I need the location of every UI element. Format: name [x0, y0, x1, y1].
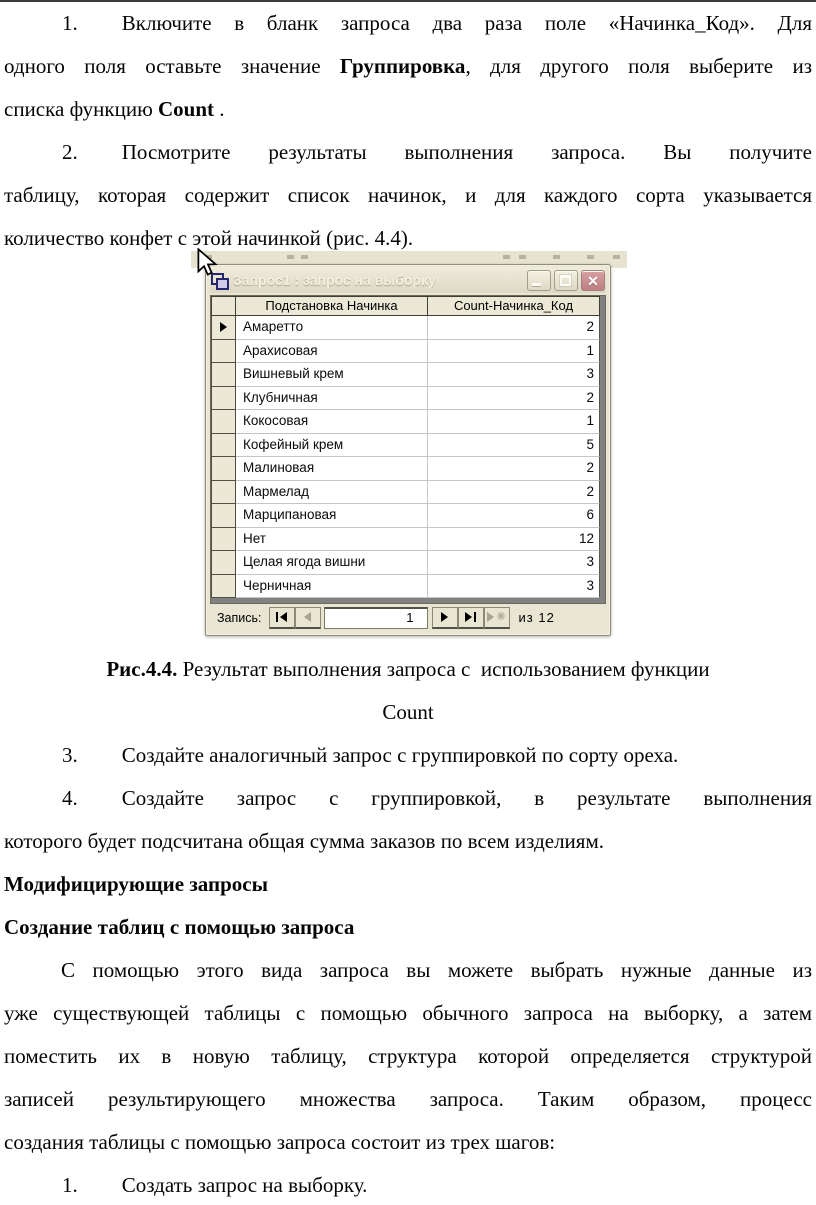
cell-count-value[interactable]: 2	[428, 387, 600, 411]
row-selector[interactable]	[211, 504, 236, 528]
figure-image[interactable]	[4, 264, 812, 648]
text-segment: Count	[382, 700, 434, 724]
artifact-mark	[287, 255, 294, 259]
cell-count-value[interactable]: 6	[428, 504, 600, 528]
artifact-mark	[301, 255, 308, 259]
query-result-window	[205, 264, 611, 636]
text-block-before-figure	[4, 2, 812, 260]
cell-count-value[interactable]: 2	[428, 316, 600, 340]
next-record-button[interactable]	[432, 607, 458, 629]
artifact-mark	[519, 255, 526, 259]
text-line	[4, 45, 812, 88]
mouse-arrow-cursor	[192, 248, 222, 280]
text-segment: количество конфет с этой начинкой (рис. 4.4).	[4, 226, 414, 250]
section-heading	[4, 906, 812, 949]
table-row	[211, 434, 605, 458]
row-selector[interactable]	[211, 481, 236, 505]
text-line	[4, 1164, 812, 1205]
text-segment: Создайте запрос с группировкой, в результате выполнения	[121, 786, 812, 810]
row-selector[interactable]	[211, 575, 236, 599]
text-line	[4, 174, 812, 217]
text-line	[4, 1121, 812, 1164]
cell-count-value[interactable]: 3	[428, 363, 600, 387]
row-selector[interactable]	[211, 316, 236, 340]
text-line	[4, 2, 812, 45]
text-line	[4, 734, 812, 777]
current-record-icon	[220, 322, 227, 332]
cell-filling-name[interactable]: Кокосовая	[236, 410, 428, 434]
text-segment: .	[214, 97, 225, 121]
text-segment: Группировка	[339, 54, 466, 78]
close-icon: ✕	[587, 272, 599, 289]
text-segment: одного поля оставьте значение	[4, 54, 340, 78]
record-nav-label: Запись:	[217, 610, 262, 625]
text-segment: Результат выполнения запроса с использованием функции	[177, 657, 710, 681]
list-number: 1.	[62, 11, 78, 35]
text-segment: С помощью этого вида запроса вы можете выбрать нужные данные из	[61, 958, 812, 982]
row-selector[interactable]	[211, 457, 236, 481]
first-record-icon	[280, 612, 287, 622]
cell-filling-name[interactable]: Малиновая	[236, 457, 428, 481]
last-record-button[interactable]	[458, 607, 484, 629]
text-line	[4, 88, 812, 131]
previous-record-icon	[304, 612, 311, 622]
cell-filling-name[interactable]: Нет	[236, 528, 428, 552]
text-line	[4, 777, 812, 820]
previous-record-button[interactable]	[295, 607, 321, 629]
text-line	[4, 1035, 812, 1078]
list-number: 3.	[62, 743, 78, 767]
cell-filling-name[interactable]: Кофейный крем	[236, 434, 428, 458]
section-heading	[4, 863, 812, 906]
text-segment: Включите в бланк запроса два раза поле «Начинка_Код». Для	[121, 11, 812, 35]
current-record-input[interactable]: 1	[324, 607, 428, 629]
text-line	[4, 820, 812, 863]
maximize-icon	[560, 275, 571, 286]
row-selector[interactable]	[211, 340, 236, 364]
table-row	[211, 504, 605, 528]
text-line	[4, 949, 812, 992]
table-row	[211, 551, 605, 575]
table-row	[211, 457, 605, 481]
list-number: 1.	[62, 1173, 78, 1197]
datasheet-header-row	[211, 296, 605, 316]
minimize-icon	[532, 283, 541, 286]
cell-filling-name[interactable]: Арахисовая	[236, 340, 428, 364]
row-selector[interactable]	[211, 363, 236, 387]
last-record-icon	[465, 612, 472, 622]
table-row	[211, 410, 605, 434]
datasheet-rows	[211, 316, 605, 598]
column-header-count[interactable]: Count-Начинка_Код	[428, 296, 600, 316]
text-line	[4, 1078, 812, 1121]
list-number: 2.	[62, 140, 78, 164]
table-row	[211, 575, 605, 599]
artifact-mark	[553, 255, 560, 259]
text-segment: , для другого поля выберите из	[465, 54, 812, 78]
next-record-icon	[441, 612, 448, 622]
window-controls	[527, 270, 605, 291]
cell-filling-name[interactable]: Клубничная	[236, 387, 428, 411]
cell-count-value[interactable]: 12	[428, 528, 600, 552]
close-button[interactable]	[581, 270, 605, 291]
cell-count-value[interactable]: 3	[428, 551, 600, 575]
table-row	[211, 481, 605, 505]
cell-count-value[interactable]: 2	[428, 481, 600, 505]
text-segment: которого будет подсчитана общая сумма заказов по всем изделиям.	[4, 829, 604, 853]
minimize-button[interactable]	[527, 270, 551, 291]
text-segment: создания таблицы с помощью запроса состоит из трех шагов:	[4, 1130, 556, 1154]
table-row	[211, 316, 605, 340]
select-all-corner[interactable]	[211, 296, 236, 316]
window-title: Запрос1 : запрос на выборку	[233, 272, 436, 288]
text-segment: Модифицирующие запросы	[4, 872, 268, 896]
table-row	[211, 363, 605, 387]
cell-filling-name[interactable]: Черничная	[236, 575, 428, 599]
row-selector[interactable]	[211, 551, 236, 575]
first-record-button[interactable]	[269, 607, 295, 629]
cell-filling-name[interactable]: Амаретто	[236, 316, 428, 340]
text-segment: Создать запрос на выборку.	[121, 1173, 368, 1197]
figure-caption-line	[4, 691, 812, 734]
last-record-icon	[474, 612, 476, 622]
row-selector[interactable]	[211, 528, 236, 552]
row-selector[interactable]	[211, 434, 236, 458]
text-segment: уже существующей таблицы с помощью обычного запроса на выборку, а затем	[4, 1001, 812, 1025]
cell-filling-name[interactable]: Марципановая	[236, 504, 428, 528]
cell-filling-name[interactable]: Вишневый крем	[236, 363, 428, 387]
text-segment: поместить их в новую таблицу, структура которой определяется структурой	[4, 1044, 812, 1068]
figure-caption-line	[4, 648, 812, 691]
text-segment: списка функцию	[4, 97, 159, 121]
new-record-star-icon: ✳	[496, 611, 506, 623]
text-segment: записей результирующего множества запроса. Таким образом, процесс	[4, 1087, 812, 1111]
artifact-mark	[503, 255, 510, 259]
table-row	[211, 340, 605, 364]
window-titlebar[interactable]	[210, 267, 606, 293]
cell-filling-name[interactable]: Целая ягода вишни	[236, 551, 428, 575]
cell-count-value[interactable]: 5	[428, 434, 600, 458]
cell-count-value[interactable]: 2	[428, 457, 600, 481]
datasheet-area	[210, 295, 606, 604]
text-segment: Создайте аналогичный запрос с группировкой по сорту ореха.	[121, 743, 679, 767]
text-segment: таблицу, которая содержит список начинок, и для каждого сорта указывается	[4, 183, 812, 207]
document-text	[4, 2, 812, 1205]
table-row	[211, 528, 605, 552]
text-segment: Создание таблиц с помощью запроса	[4, 915, 355, 939]
list-number: 4.	[62, 786, 78, 810]
first-record-icon	[276, 612, 278, 622]
text-line	[4, 992, 812, 1035]
record-navigator	[210, 604, 606, 631]
text-block-after-figure	[4, 648, 812, 1205]
cell-filling-name[interactable]: Мармелад	[236, 481, 428, 505]
cell-count-value[interactable]: 3	[428, 575, 600, 599]
record-count-label: из 12	[518, 610, 555, 625]
text-segment: Посмотрите результаты выполнения запроса. Вы получите	[121, 140, 812, 164]
text-line	[4, 131, 812, 174]
new-record-button[interactable]	[484, 607, 510, 629]
text-segment: Count	[158, 97, 215, 121]
text-segment: Рис.4.4.	[106, 657, 178, 681]
new-record-icon	[487, 612, 494, 622]
column-header-filling[interactable]: Подстановка Начинка	[236, 296, 428, 316]
table-row	[211, 387, 605, 411]
artifact-mark	[587, 255, 594, 259]
maximize-button[interactable]	[554, 270, 578, 291]
cell-count-value[interactable]: 1	[428, 340, 600, 364]
row-selector[interactable]	[211, 387, 236, 411]
row-selector[interactable]	[211, 410, 236, 434]
cell-count-value[interactable]: 1	[428, 410, 600, 434]
artifact-mark	[613, 255, 620, 259]
